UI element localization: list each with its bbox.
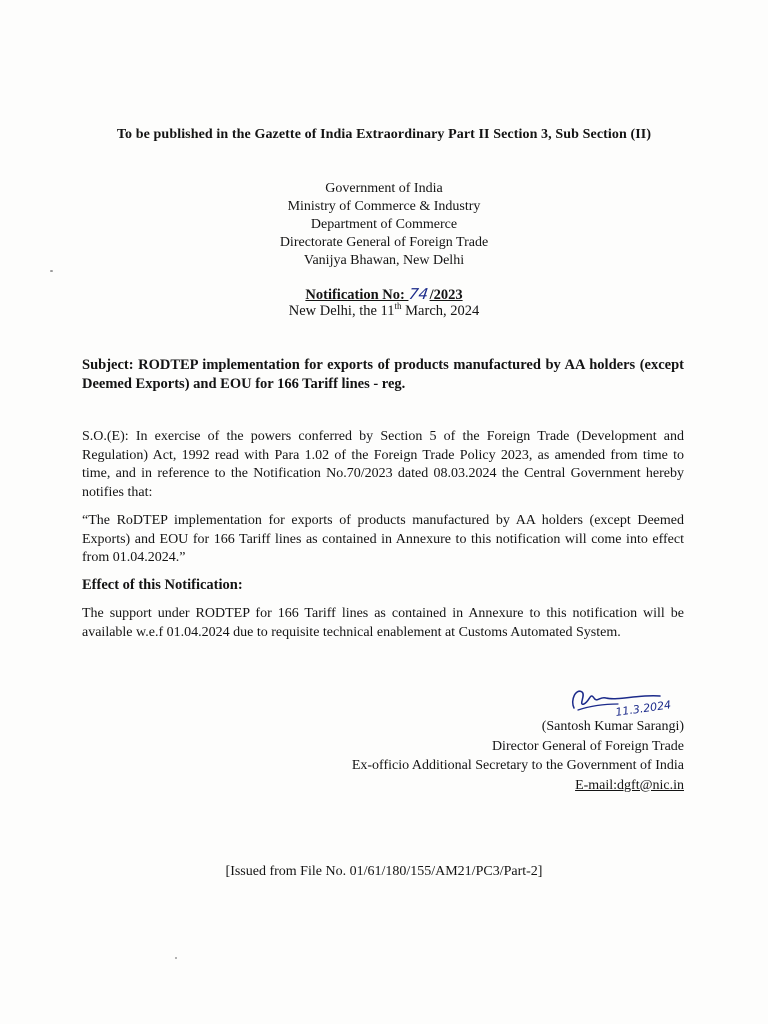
office-line-address: Vanijya Bhawan, New Delhi [303,253,465,268]
notification-label: Notification No: [305,287,409,303]
signature-underline-stroke [578,704,618,710]
notification-number [0,285,768,304]
signature-date: 11.3.2024 [614,698,672,719]
office-line-ministry: Ministry of Commerce & Industry [287,199,481,214]
date-superscript: th [394,301,402,312]
office-address-block [0,180,768,270]
body-paragraph-effect: The support under RODTEP for 166 Tariff lines as contained in Annexure to this notification will be available w.e.f 01.04.2024 due to requisite technical enablement at Customs Automated System. [82,606,684,640]
signatory-name: (Santosh Kumar Sarangi) [541,719,684,734]
date-suffix: March, 2024 [401,303,480,319]
file-reference-note: [Issued from File No. 01/61/180/155/AM21/PC3/Part-2] [225,864,543,879]
signatory-title: Director General of Foreign Trade [491,738,684,754]
signatory-block [352,717,684,795]
scan-speck [50,270,53,272]
body-paragraph-so: S.O.(E): In exercise of the powers conferred by Section 5 of the Foreign Trade (Development and Regulation) Act, 1992 read with Para 1.02 of the Foreign Trade Policy 2023, as amended from time to time, and in reference to the Notification No.70/2023 dated 08.03.2024 the Central Government hereby notifies that: [82,429,684,500]
signatory-email: E-mail:dgft@nic.in [575,777,684,793]
subject-line: Subject: RODTEP implementation for exports of products manufactured by AA holders (except Deemed Exports) and EOU for 166 Tariff lines - reg. [82,357,684,392]
body-paragraph-quote: “The RoDTEP implementation for exports of products manufactured by AA holders (except Deemed Exports) and EOU for 166 Tariff lines as contained in Annexure to this notification will come into effect from 01.04.2024.” [82,513,684,565]
effect-heading: Effect of this Notification: [82,577,243,593]
office-line-department: Department of Commerce [310,217,458,232]
handwritten-notification-number: 74 [408,285,430,303]
gazette-header: To be published in the Gazette of India Extraordinary Part II Section 3, Sub Section (II) [116,127,652,142]
date-prefix: New Delhi, the 11 [288,303,395,319]
office-line-government: Government of India [325,181,443,196]
signatory-additional-title: Ex-officio Additional Secretary to the Government of India [351,758,684,773]
office-line-directorate: Directorate General of Foreign Trade [279,235,489,250]
scan-speck [175,957,177,959]
notification-year: /2023 [429,287,463,303]
place-and-date [0,303,768,320]
notification-number-line [305,287,462,303]
